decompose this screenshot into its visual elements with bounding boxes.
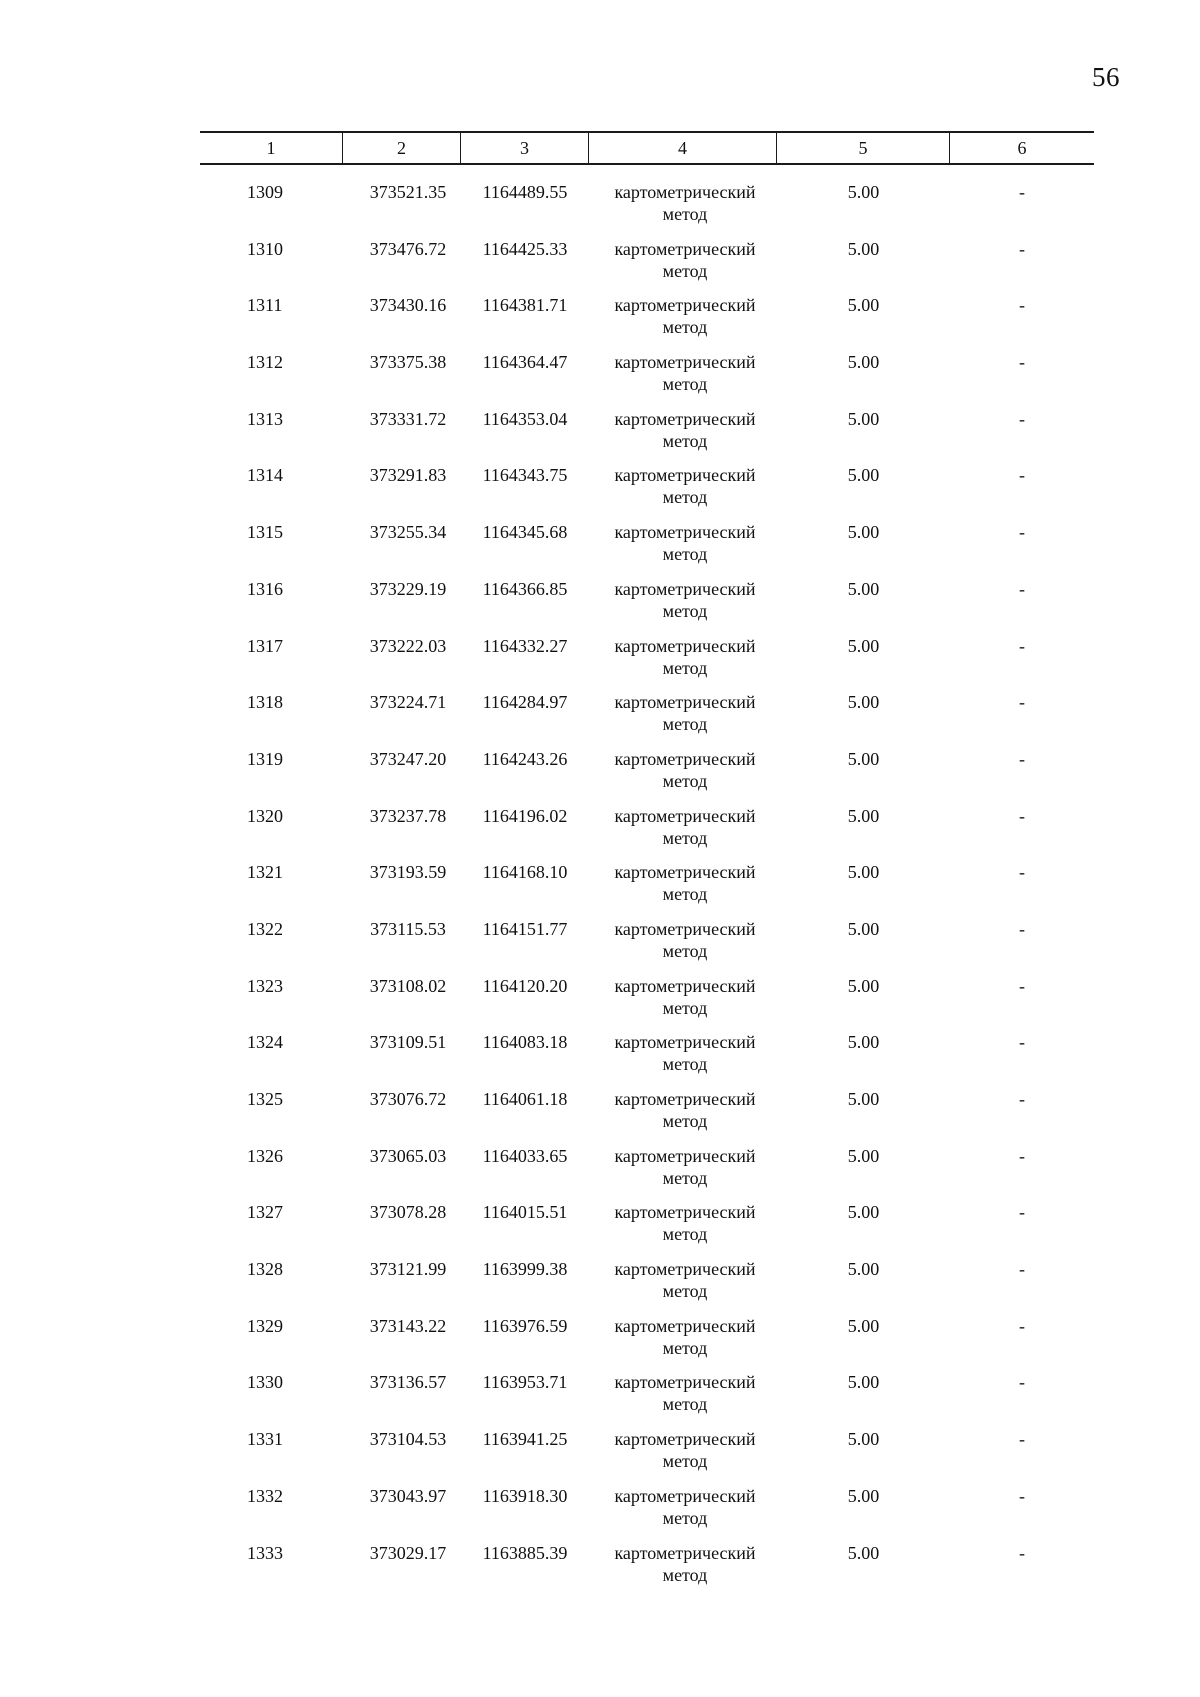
y-coordinate-cell: 1164151.77 [482, 918, 568, 939]
method-line-1: картометрический [614, 1202, 756, 1223]
x-coordinate-cell: 373108.02 [369, 975, 447, 996]
description-cell: - [1019, 862, 1025, 883]
accuracy-cell: 5.00 [847, 408, 880, 429]
point-number-cell: 1312 [247, 352, 283, 373]
coordinates-table [200, 131, 1094, 1598]
table-row [200, 1542, 1094, 1599]
x-coordinate-cell: 373255.34 [369, 522, 447, 543]
y-coordinate-cell: 1163941.25 [482, 1429, 568, 1450]
table-row [200, 1201, 1094, 1258]
method-line-2: метод [662, 1451, 708, 1472]
table-row [200, 294, 1094, 351]
x-coordinate-cell: 373078.28 [369, 1202, 447, 1223]
method-line-1: картометрический [614, 182, 756, 202]
method-line-2: метод [662, 1281, 708, 1302]
x-coordinate-cell: 373043.97 [369, 1485, 447, 1506]
y-coordinate-cell: 1164381.71 [482, 295, 568, 316]
description-cell: - [1019, 1145, 1025, 1166]
y-coordinate-cell: 1164366.85 [482, 578, 568, 599]
description-cell: - [1019, 1429, 1025, 1450]
description-cell: - [1019, 578, 1025, 599]
column-header-6: 6 [1017, 138, 1027, 158]
description-cell: - [1019, 748, 1025, 769]
x-coordinate-cell: 373247.20 [369, 748, 447, 769]
table-row [200, 408, 1094, 465]
method-line-2: метод [662, 1054, 708, 1075]
method-cell [589, 635, 777, 692]
x-coordinate-cell: 373331.72 [369, 408, 447, 429]
x-coordinate-cell: 373104.53 [369, 1429, 447, 1450]
y-coordinate-cell: 1164425.33 [482, 238, 568, 259]
method-line-2: метод [662, 1564, 708, 1585]
method-line-1: картометрический [614, 1145, 756, 1166]
point-number-cell: 1325 [247, 1089, 283, 1109]
point-number-cell: 1316 [247, 578, 283, 599]
accuracy-cell: 5.00 [847, 748, 880, 769]
description-cell: - [1019, 805, 1025, 826]
description-cell: - [1019, 408, 1025, 429]
y-coordinate-cell: 1164332.27 [482, 635, 568, 656]
point-number-cell: 1332 [247, 1485, 283, 1506]
page-number: 56 [1092, 62, 1120, 92]
table-row [200, 1145, 1094, 1202]
table-row [200, 861, 1094, 918]
method-cell [589, 1088, 777, 1145]
accuracy-cell: 5.00 [847, 1429, 880, 1450]
accuracy-cell: 5.00 [847, 1542, 880, 1563]
x-coordinate-cell: 373076.72 [369, 1089, 447, 1109]
table-row [200, 635, 1094, 692]
method-cell [589, 748, 777, 805]
description-cell: - [1019, 1032, 1025, 1053]
y-coordinate-cell: 1164345.68 [482, 522, 568, 543]
point-number-cell: 1327 [247, 1202, 283, 1223]
method-line-1: картометрический [614, 1542, 756, 1563]
method-cell [589, 691, 777, 748]
x-coordinate-cell: 373237.78 [369, 805, 447, 826]
method-line-1: картометрический [614, 1429, 756, 1450]
method-cell [589, 918, 777, 975]
method-cell [589, 1315, 777, 1372]
accuracy-cell: 5.00 [847, 1259, 880, 1280]
description-cell: - [1019, 635, 1025, 656]
method-line-2: метод [662, 884, 708, 905]
method-line-2: метод [662, 544, 708, 565]
y-coordinate-cell: 1164168.10 [482, 862, 568, 883]
table-row [200, 748, 1094, 805]
method-cell [589, 1258, 777, 1315]
point-number-cell: 1320 [247, 805, 283, 826]
point-number-cell: 1315 [247, 522, 283, 543]
table-row [200, 1031, 1094, 1088]
method-line-1: картометрический [614, 1372, 756, 1393]
x-coordinate-cell: 373121.99 [369, 1259, 447, 1280]
point-number-cell: 1323 [247, 975, 283, 996]
table-row [200, 351, 1094, 408]
table-body [200, 181, 1094, 1598]
method-cell [589, 805, 777, 862]
point-number-cell: 1310 [247, 238, 283, 259]
y-coordinate-cell: 1164061.18 [482, 1089, 568, 1109]
column-header-1: 1 [200, 133, 343, 163]
x-coordinate-cell: 373375.38 [369, 352, 447, 373]
method-line-1: картометрический [614, 465, 756, 486]
method-line-2: метод [662, 1394, 708, 1415]
method-line-1: картометрический [614, 1315, 756, 1336]
table-row [200, 1428, 1094, 1485]
accuracy-cell: 5.00 [847, 1315, 880, 1336]
method-line-2: метод [662, 204, 708, 224]
method-line-1: картометрический [614, 1089, 756, 1109]
accuracy-cell: 5.00 [847, 862, 880, 883]
x-coordinate-cell: 373029.17 [369, 1542, 447, 1563]
method-line-1: картометрический [614, 975, 756, 996]
accuracy-cell: 5.00 [847, 975, 880, 996]
column-header-3: 3 [461, 133, 589, 163]
method-line-1: картометрический [614, 1485, 756, 1506]
table-row [200, 1371, 1094, 1428]
y-coordinate-cell: 1164015.51 [482, 1202, 568, 1223]
table-row [200, 918, 1094, 975]
accuracy-cell: 5.00 [847, 635, 880, 656]
accuracy-cell: 5.00 [847, 522, 880, 543]
table-header-row [200, 131, 1094, 165]
table-row [200, 521, 1094, 578]
method-line-2: метод [662, 1167, 708, 1188]
method-line-2: метод [662, 487, 708, 508]
point-number-cell: 1328 [247, 1259, 283, 1280]
description-cell: - [1019, 1202, 1025, 1223]
accuracy-cell: 5.00 [847, 1372, 880, 1393]
accuracy-cell: 5.00 [847, 1089, 880, 1109]
point-number-cell: 1326 [247, 1145, 283, 1166]
table-row [200, 691, 1094, 748]
description-cell: - [1019, 1259, 1025, 1280]
column-header-5: 5 [777, 133, 950, 163]
accuracy-cell: 5.00 [847, 238, 880, 259]
x-coordinate-cell: 373136.57 [369, 1372, 447, 1393]
accuracy-cell: 5.00 [847, 295, 880, 316]
point-number-cell: 1318 [247, 692, 283, 713]
description-cell: - [1019, 182, 1025, 202]
accuracy-cell: 5.00 [847, 918, 880, 939]
method-cell [589, 1031, 777, 1088]
method-line-2: метод [662, 1507, 708, 1528]
point-number-cell: 1324 [247, 1032, 283, 1053]
accuracy-cell: 5.00 [847, 1202, 880, 1223]
method-cell [589, 238, 777, 295]
method-line-1: картометрический [614, 805, 756, 826]
description-cell: - [1019, 1315, 1025, 1336]
y-coordinate-cell: 1164196.02 [482, 805, 568, 826]
method-line-2: метод [662, 940, 708, 961]
accuracy-cell: 5.00 [847, 1032, 880, 1053]
y-coordinate-cell: 1164033.65 [482, 1145, 568, 1166]
x-coordinate-cell: 373224.71 [369, 692, 447, 713]
x-coordinate-cell: 373193.59 [369, 862, 447, 883]
table-row [200, 1088, 1094, 1145]
method-cell [589, 181, 777, 238]
x-coordinate-cell: 373109.51 [369, 1032, 447, 1053]
x-coordinate-cell: 373065.03 [369, 1145, 447, 1166]
x-coordinate-cell: 373291.83 [369, 465, 447, 486]
method-cell [589, 1485, 777, 1542]
method-line-2: метод [662, 770, 708, 791]
description-cell: - [1019, 1485, 1025, 1506]
y-coordinate-cell: 1164083.18 [482, 1032, 568, 1053]
method-cell [589, 351, 777, 408]
method-line-1: картометрический [614, 352, 756, 373]
point-number-cell: 1319 [247, 748, 283, 769]
method-cell [589, 578, 777, 635]
x-coordinate-cell: 373521.35 [369, 182, 447, 202]
description-cell: - [1019, 975, 1025, 996]
table-row [200, 1315, 1094, 1372]
accuracy-cell: 5.00 [847, 1485, 880, 1506]
method-line-1: картометрический [614, 578, 756, 599]
method-cell [589, 464, 777, 521]
description-cell: - [1019, 692, 1025, 713]
method-line-1: картометрический [614, 862, 756, 883]
y-coordinate-cell: 1163976.59 [482, 1315, 568, 1336]
y-coordinate-cell: 1164489.55 [482, 182, 568, 202]
description-cell: - [1019, 465, 1025, 486]
point-number-cell: 1321 [247, 862, 283, 883]
table-row [200, 181, 1094, 238]
description-cell: - [1019, 522, 1025, 543]
y-coordinate-cell: 1164364.47 [482, 352, 568, 373]
y-coordinate-cell: 1164243.26 [482, 748, 568, 769]
accuracy-cell: 5.00 [847, 352, 880, 373]
method-cell [589, 1542, 777, 1599]
y-coordinate-cell: 1164343.75 [482, 465, 568, 486]
x-coordinate-cell: 373115.53 [370, 918, 446, 939]
y-coordinate-cell: 1164353.04 [482, 408, 568, 429]
x-coordinate-cell: 373143.22 [369, 1315, 447, 1336]
point-number-cell: 1314 [247, 465, 283, 486]
method-line-1: картометрический [614, 635, 756, 656]
method-line-2: метод [662, 1224, 708, 1245]
description-cell: - [1019, 1542, 1025, 1563]
description-cell: - [1019, 295, 1025, 316]
x-coordinate-cell: 373229.19 [369, 578, 447, 599]
accuracy-cell: 5.00 [847, 692, 880, 713]
description-cell: - [1019, 238, 1025, 259]
accuracy-cell: 5.00 [847, 465, 880, 486]
description-cell: - [1019, 352, 1025, 373]
point-number-cell: 1311 [247, 295, 283, 316]
method-line-2: метод [662, 430, 708, 451]
y-coordinate-cell: 1163999.38 [482, 1259, 568, 1280]
accuracy-cell: 5.00 [847, 1145, 880, 1166]
method-line-2: метод [662, 317, 708, 338]
method-cell [589, 861, 777, 918]
method-line-1: картометрический [614, 238, 756, 259]
method-line-2: метод [662, 997, 708, 1018]
y-coordinate-cell: 1163918.30 [482, 1485, 568, 1506]
accuracy-cell: 5.00 [847, 182, 880, 202]
method-line-1: картометрический [614, 295, 756, 316]
method-line-1: картометрический [614, 748, 756, 769]
method-line-2: метод [662, 1111, 708, 1131]
method-line-2: метод [662, 260, 708, 281]
y-coordinate-cell: 1163953.71 [482, 1372, 568, 1393]
method-line-2: метод [662, 1337, 708, 1358]
method-cell [589, 408, 777, 465]
table-row [200, 238, 1094, 295]
table-row [200, 1485, 1094, 1542]
method-line-1: картометрический [614, 1259, 756, 1280]
table-row [200, 975, 1094, 1032]
x-coordinate-cell: 373476.72 [369, 238, 447, 259]
description-cell: - [1019, 1372, 1025, 1393]
accuracy-cell: 5.00 [847, 578, 880, 599]
x-coordinate-cell: 373222.03 [369, 635, 447, 656]
method-line-1: картометрический [614, 1032, 756, 1053]
method-line-2: метод [662, 827, 708, 848]
y-coordinate-cell: 1164284.97 [482, 692, 568, 713]
method-cell [589, 1145, 777, 1202]
column-header-4: 4 [589, 133, 777, 163]
table-row [200, 578, 1094, 635]
point-number-cell: 1313 [247, 408, 283, 429]
point-number-cell: 1330 [247, 1372, 283, 1393]
method-line-2: метод [662, 374, 708, 395]
point-number-cell: 1329 [247, 1315, 283, 1336]
point-number-cell: 1333 [247, 1542, 283, 1563]
method-line-2: метод [662, 600, 708, 621]
table-row [200, 805, 1094, 862]
method-cell [589, 1201, 777, 1258]
description-cell: - [1019, 918, 1025, 939]
column-header-2: 2 [343, 133, 461, 163]
method-line-2: метод [662, 657, 708, 678]
method-cell [589, 1371, 777, 1428]
method-cell [589, 1428, 777, 1485]
x-coordinate-cell: 373430.16 [369, 295, 447, 316]
table-row [200, 464, 1094, 521]
y-coordinate-cell: 1164120.20 [482, 975, 568, 996]
method-cell [589, 294, 777, 351]
method-line-1: картометрический [614, 522, 756, 543]
point-number-cell: 1317 [247, 635, 283, 656]
method-line-1: картометрический [614, 918, 756, 939]
method-line-1: картометрический [614, 408, 756, 429]
method-cell [589, 521, 777, 578]
point-number-cell: 1309 [247, 182, 283, 202]
table-row [200, 1258, 1094, 1315]
description-cell: - [1019, 1089, 1025, 1109]
method-line-2: метод [662, 714, 708, 735]
accuracy-cell: 5.00 [847, 805, 880, 826]
method-cell [589, 975, 777, 1032]
point-number-cell: 1322 [247, 918, 283, 939]
method-line-1: картометрический [614, 692, 756, 713]
point-number-cell: 1331 [247, 1429, 283, 1450]
y-coordinate-cell: 1163885.39 [482, 1542, 568, 1563]
